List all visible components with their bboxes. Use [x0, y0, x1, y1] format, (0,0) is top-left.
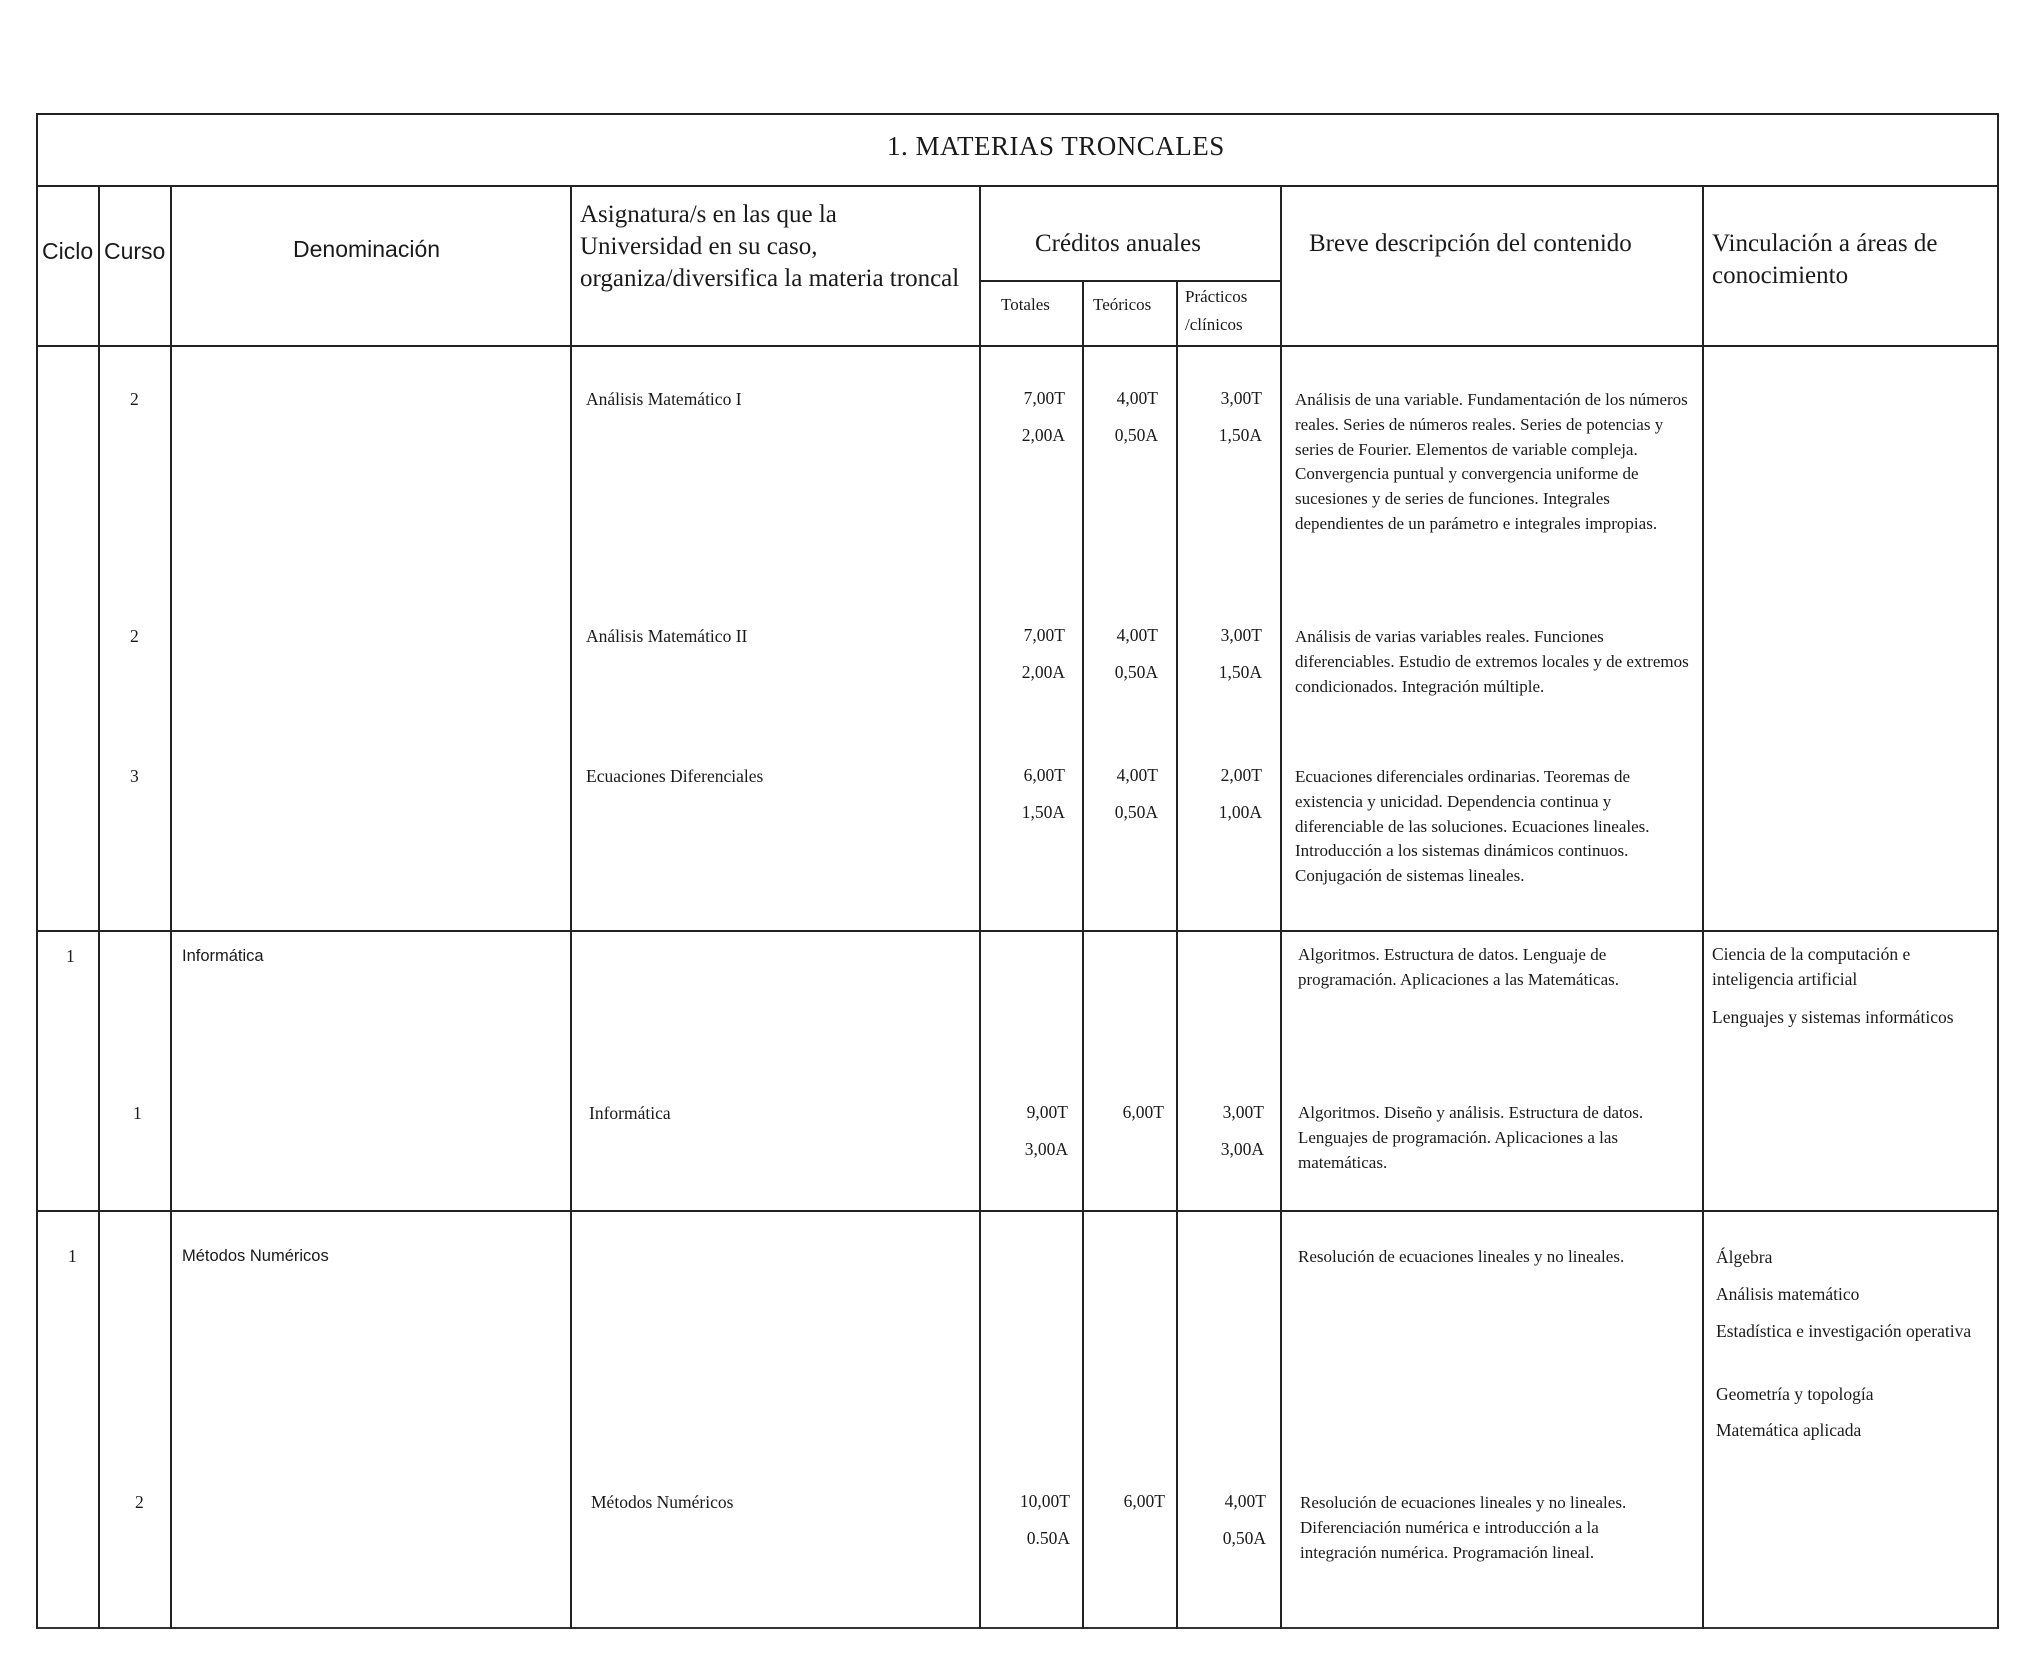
header-teoricos: Teóricos — [1093, 295, 1152, 314]
col-divider-denominacion — [570, 185, 572, 1629]
header-practicos: Prácticos /clínicos — [1185, 287, 1248, 334]
section-divider-1 — [36, 930, 1999, 932]
totales-cell: 7,00T 2,00A — [1021, 625, 1065, 682]
header-descripcion: Breve descripción del contenido — [1309, 230, 1632, 257]
curso-cell: 1 — [133, 1103, 142, 1123]
ciclo-cell: 1 — [68, 1246, 77, 1266]
practicos-cell: 3,00T 3,00A — [1220, 1102, 1264, 1159]
header-vinculacion: Vinculación a áreas de conocimiento — [1712, 230, 1938, 289]
curso-cell: 2 — [130, 626, 139, 646]
area-item: Análisis matemático — [1716, 1284, 1860, 1304]
ciclo-cell: 1 — [66, 946, 75, 966]
col-divider-curso — [170, 185, 172, 1629]
teoricos-cell: 4,00T 0,50A — [1114, 625, 1158, 682]
col-divider-totales — [1082, 280, 1084, 1629]
descripcion-cell: Resolución de ecuaciones lineales y no lineales. — [1298, 1247, 1625, 1266]
asignatura-cell: Ecuaciones Diferenciales — [586, 766, 764, 786]
area-item: Lenguajes y sistemas informáticos — [1712, 1007, 1954, 1027]
title-divider — [36, 185, 1999, 187]
area-item: Ciencia de la computación e inteligencia artificial — [1712, 944, 1911, 989]
asignatura-cell: Análisis Matemático II — [586, 626, 748, 646]
totales-cell: 7,00T 2,00A — [1021, 388, 1065, 445]
header-curso: Curso — [104, 238, 166, 264]
creditos-subheader-divider — [981, 280, 1280, 282]
denominacion-cell: Informática — [182, 947, 264, 965]
page-title: 1. MATERIAS TRONCALES — [887, 131, 1225, 161]
practicos-cell: 3,00T 1,50A — [1218, 388, 1262, 445]
teoricos-cell: 6,00T — [1122, 1102, 1164, 1122]
header-ciclo: Ciclo — [42, 238, 94, 264]
descripcion-cell: Algoritmos. Estructura de datos. Lenguaje de programación. Aplicaciones a las Matemáticas. — [1298, 945, 1619, 989]
practicos-cell: 4,00T 0,50A — [1222, 1491, 1266, 1548]
descripcion-cell: Ecuaciones diferenciales ordinarias. Teoremas de existencia y unicidad. Dependencia continua y diferenciable de las soluciones. Ecuaciones lineales. Introducción a los sistemas dinámicos continuos. Conjugación de sistemas lineales. — [1295, 767, 1650, 886]
teoricos-cell: 6,00T — [1123, 1491, 1165, 1511]
totales-cell: 6,00T 1,50A — [1021, 765, 1065, 822]
descripcion-cell: Análisis de una variable. Fundamentación de los números reales. Series de números reales. Series de potencias y series de Fourier. Elementos de variable compleja. Convergencia puntual y convergencia uniforme de sucesiones y de series de funciones. Integrales dependientes de un parámetro e integrales impropias. — [1295, 390, 1688, 533]
teoricos-cell: 4,00T 0,50A — [1114, 765, 1158, 822]
asignatura-cell: Análisis Matemático I — [586, 389, 742, 409]
teoricos-cell: 4,00T 0,50A — [1114, 388, 1158, 445]
header-creditos-anuales: Créditos anuales — [1035, 230, 1201, 257]
totales-cell: 10,00T 0.50A — [1019, 1491, 1070, 1548]
header-asignatura: Asignatura/s en las que la Universidad en su caso, organiza/diversifica la materia troncal — [580, 201, 960, 292]
curso-cell: 3 — [130, 766, 139, 786]
section-divider-2 — [36, 1210, 1999, 1212]
table-frame — [36, 113, 1999, 1629]
col-divider-teoricos — [1176, 280, 1178, 1629]
area-item: Álgebra — [1716, 1247, 1773, 1267]
curso-cell: 2 — [135, 1492, 144, 1512]
col-divider-creditos — [1280, 185, 1282, 1629]
area-item: Estadística e investigación operativa — [1716, 1321, 1972, 1341]
col-divider-asignatura — [979, 185, 981, 1629]
descripcion-cell: Resolución de ecuaciones lineales y no lineales. Diferenciación numérica e introducción a la integración numérica. Programación lineal. — [1300, 1493, 1627, 1562]
col-divider-ciclo — [98, 185, 100, 1629]
descripcion-cell: Análisis de varias variables reales. Funciones diferenciables. Estudio de extremos locales y de extremos condicionados. Integración múltiple. — [1295, 627, 1689, 696]
area-item: Matemática aplicada — [1716, 1420, 1862, 1440]
curso-cell: 2 — [130, 389, 139, 409]
practicos-cell: 3,00T 1,50A — [1218, 625, 1262, 682]
asignatura-cell: Informática — [589, 1103, 671, 1123]
totales-cell: 9,00T 3,00A — [1024, 1102, 1068, 1159]
header-totales: Totales — [1001, 295, 1050, 314]
denominacion-cell: Métodos Numéricos — [182, 1247, 329, 1265]
col-divider-descripcion — [1702, 185, 1704, 1629]
asignatura-cell: Métodos Numéricos — [591, 1492, 734, 1512]
area-item: Geometría y topología — [1716, 1384, 1874, 1404]
header-bottom-divider — [36, 345, 1999, 347]
practicos-cell: 2,00T 1,00A — [1218, 765, 1262, 822]
header-denominacion: Denominación — [293, 236, 441, 262]
descripcion-cell: Algoritmos. Diseño y análisis. Estructura de datos. Lenguajes de programación. Aplicaciones a las matemáticas. — [1298, 1103, 1644, 1172]
